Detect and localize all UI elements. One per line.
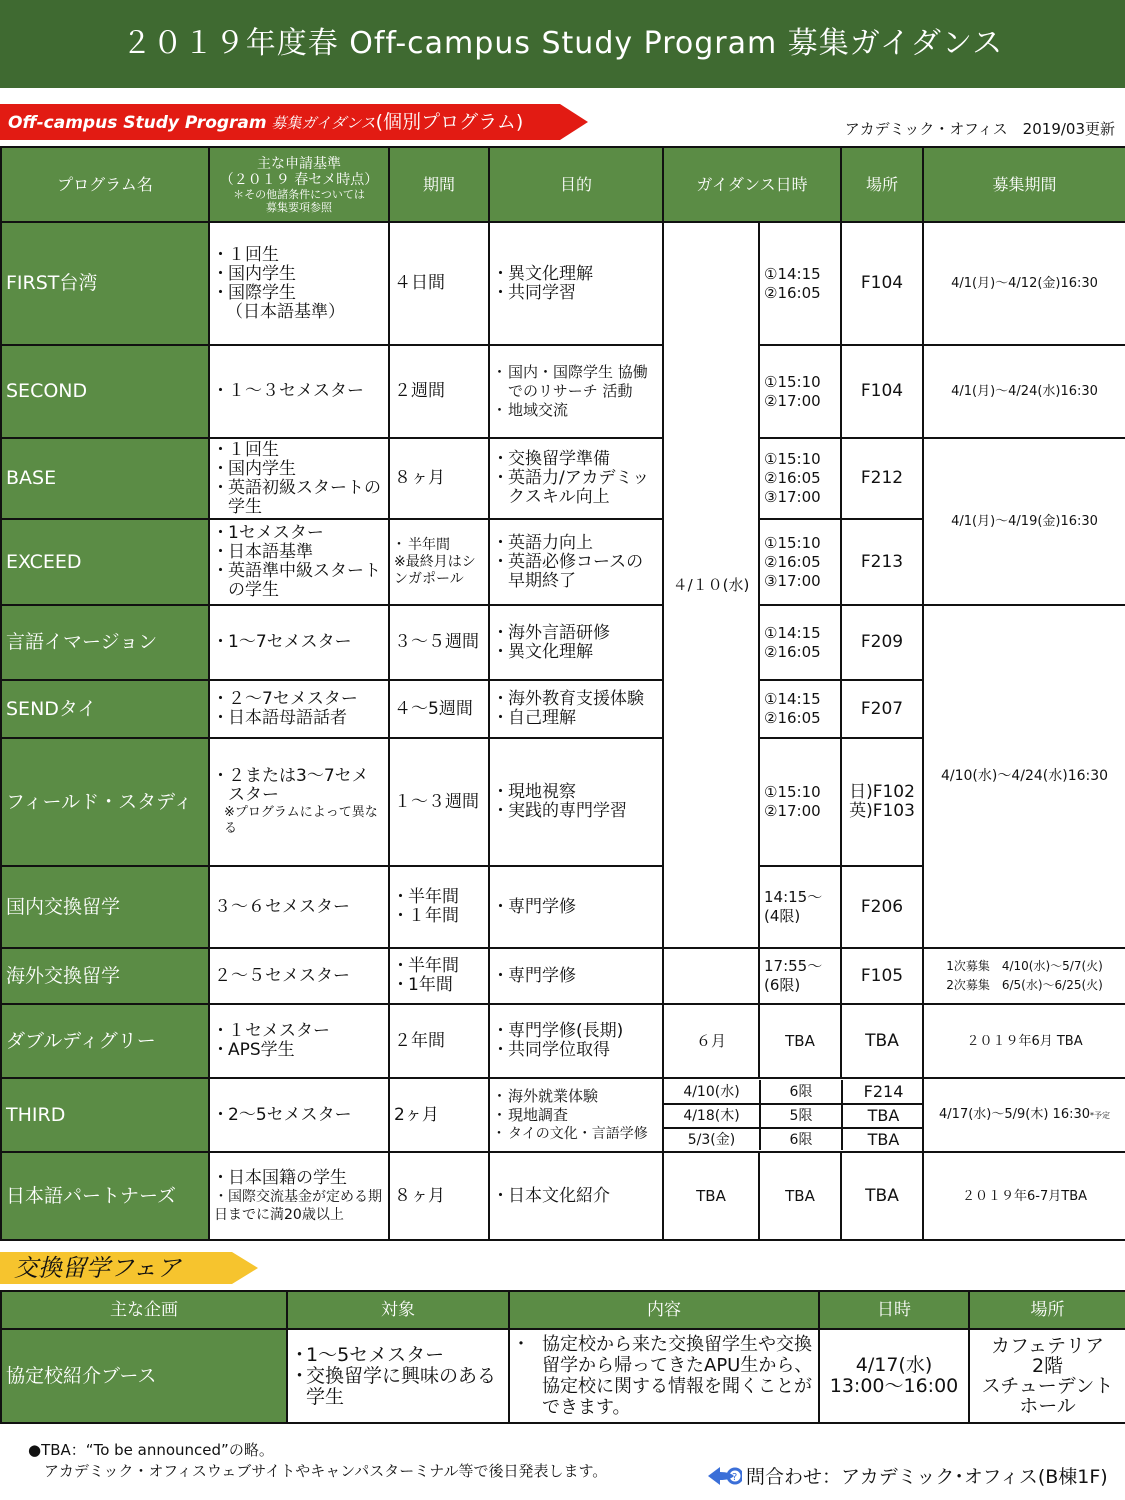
purpose-cell: ・ 交換留学準備 ・ 英語力/アカデミックスキル向上 [489,438,663,519]
guidance-date: ４/１０(水) [663,222,759,948]
table-row [1,438,1125,519]
guidance-time: TBA [759,1004,841,1078]
fair-content: ・ 協定校から来た交換留学生や交換留学から帰ってきたAPU生から、協定校に関する情報を聞くことができます。 [509,1329,819,1423]
criteria-cell: ・ ２～7セメスター ・ 日本語母語話者 [209,680,389,738]
criteria-cell: ・ 1～7セメスター [209,605,389,680]
table-row [1,605,1125,680]
place-cell: F213 [841,519,923,605]
criteria-cell: ・ ２または3～7セメスター ※プログラムによって異なる [209,738,389,866]
criteria-cell: ２～５セメスター [209,948,389,1004]
place-cell: F105 [841,948,923,1004]
recruit-cell: 4/1(月)～4/24(水)16:30 [923,345,1125,438]
program-name: FIRST台湾 [1,222,209,345]
ribbon-paren: (個別プログラム) [375,111,524,133]
contact-text: 問合わせ：アカデミック･オフィス(B棟1F) [746,1466,1108,1488]
period-cell: ８ヶ月 [389,1152,489,1240]
ribbon-title: Off-campus Study Program [8,113,267,133]
program-name: フィールド・スタディ [1,738,209,866]
purpose-cell: ・ 専門学修 [489,948,663,1004]
fair-table [0,1290,1125,1424]
program-name: 海外交換留学 [1,948,209,1004]
period-cell: ４日間 [389,222,489,345]
place-cell: F206 [841,866,923,948]
fair-datetime: 4/17(水) 13:00～16:00 [819,1329,969,1423]
header-criteria: 主な申請基準 （２０１９ 春セメ時点） ＊その他諸条件については 募集要項参照 [209,147,389,222]
header-period: 期間 [389,147,489,222]
table-row [1,948,1125,1004]
program-name: EXCEED [1,519,209,605]
place-cell: TBA [841,1152,923,1240]
period-cell: ・ 半年間 ※最終月はシンガポール [389,519,489,605]
session-place: F214 [842,1080,923,1104]
criteria-cell: ３～６セメスター [209,866,389,948]
header-recruit: 募集期間 [923,147,1125,222]
place-cell: F209 [841,605,923,680]
session-date: 4/10(水) [664,1080,760,1104]
program-name: 国内交換留学 [1,866,209,948]
recruit-cell: ２０１９年6月 TBA [923,1004,1125,1078]
period-cell: ・ 半年間 ・ 1年間 [389,948,489,1004]
header-purpose: 目的 [489,147,663,222]
period-cell: ８ヶ月 [389,438,489,519]
purpose-cell: ・ 専門学修 [489,866,663,948]
guidance-time: TBA [759,1152,841,1240]
session-time: 5限 [760,1104,842,1128]
recruit-cell: 4/1(月)～4/19(金)16:30 [923,438,1125,605]
table-row [1,222,1125,345]
purpose-cell: ・ 現地視察 ・ 実践的専門学習 [489,738,663,866]
table-row [1,1329,1125,1423]
program-name: 言語イマージョン [1,605,209,680]
program-table [0,146,1125,1241]
place-cell: F207 [841,680,923,738]
program-name: THIRD [1,1078,209,1152]
criteria-cell: ・ 日本国籍の学生 ・国際交流基金が定める期日までに満20歳以上 [209,1152,389,1240]
contact-icon [706,1463,742,1489]
svg-text:?: ? [732,1471,738,1483]
fair-header-place: 場所 [969,1291,1125,1329]
criteria-cell: ・ １回生 ・ 国内学生 ・ 国際学生 （日本語基準） [209,222,389,345]
guidance-time: 17:55～ (6限) [759,948,841,1004]
period-cell: ・ 半年間 ・ １年間 [389,866,489,948]
guidance-time: ①15:10 ②16:05 ③17:00 [759,519,841,605]
fair-place: カフェテリア 2階 スチューデント ホール [969,1329,1125,1423]
recruit-cell: 4/10(水)～4/24(水)16:30 [923,605,1125,948]
purpose-cell: ・ 海外就業体験 ・ 現地調査 ・ タイの文化・言語学修 [489,1078,663,1152]
table-row [1,1004,1125,1078]
guidance-time: 14:15～ (4限) [759,866,841,948]
recruit-cell: 4/17(水)～5/9(木) 16:30*予定 [923,1078,1125,1152]
fair-title: 交換留学フェア [14,1254,181,1282]
guidance-date: TBA [663,1152,759,1240]
update-note: アカデミック・オフィス 2019/03更新 [844,120,1115,138]
header-guidance: ガイダンス日時 [663,147,841,222]
guidance-date: ６月 [663,1004,759,1078]
recruit-cell: 4/1(月)～4/12(金)16:30 [923,222,1125,345]
program-name: ダブルディグリー [1,1004,209,1078]
session-place: TBA [867,1129,900,1149]
purpose-cell: ・ 英語力向上 ・ 英語必修コースの早期終了 [489,519,663,605]
criteria-cell: ・ １～３セメスター [209,345,389,438]
table-row [1,345,1125,438]
program-name: BASE [1,438,209,519]
criteria-cell: ・ 1セメスター ・ 日本語基準 ・ 英語準中級スタートの学生 [209,519,389,605]
session-place: TBA [842,1104,923,1128]
fair-header-target: 対象 [287,1291,509,1329]
program-ribbon [0,104,588,140]
criteria-cell: ・ １セメスター ・ APS学生 [209,1004,389,1078]
fair-header-content: 内容 [509,1291,819,1329]
fair-ribbon [0,1252,258,1284]
fair-target: ・ 1～5セメスター ・ 交換留学に興味のある学生 [287,1329,509,1423]
session-time: 6限 [760,1128,842,1150]
page-banner: ２０１９年度春 Off-campus Study Program 募集ガイダンス [0,0,1125,88]
guidance-time: ①14:15 ②16:05 [759,680,841,738]
place-cell: F104 [841,345,923,438]
recruit-cell: ２０１９年6-7月TBA [923,1152,1125,1240]
place-cell: 日)F102 英)F103 [841,738,923,866]
table-row [1,1078,1125,1152]
header-program: プログラム名 [1,147,209,222]
ribbon-subtitle: 募集ガイダンス [266,114,376,132]
criteria-cell: ・ １回生 ・ 国内学生 ・ 英語初級スタートの学生 [209,438,389,519]
period-cell: ２年間 [389,1004,489,1078]
purpose-cell: ・ 国内・国際学生 協働でのリサーチ 活動 ・ 地域交流 [489,345,663,438]
purpose-cell: ・ 海外教育支援体験 ・ 自己理解 [489,680,663,738]
session-time: 6限 [760,1080,842,1104]
table-row [1,1152,1125,1240]
guidance-time: ①14:15 ②16:05 [759,222,841,345]
criteria-cell: ・ 2～5セメスター [209,1078,389,1152]
program-name: 日本語パートナーズ [1,1152,209,1240]
guidance-time: ①14:15 ②16:05 [759,605,841,680]
period-cell: ４～5週間 [389,680,489,738]
guidance-time: ①15:10 ②17:00 [759,738,841,866]
purpose-cell: ・ 海外言語研修 ・ 異文化理解 [489,605,663,680]
guidance-time: ①15:10 ②16:05 ③17:00 [759,438,841,519]
purpose-cell: ・ 専門学修(長期) ・ 共同学位取得 [489,1004,663,1078]
fair-header-datetime: 日時 [819,1291,969,1329]
header-place: 場所 [841,147,923,222]
fair-header-event: 主な企画 [1,1291,287,1329]
purpose-cell: ・ 日本文化紹介 [489,1152,663,1240]
place-cell: F212 [841,438,923,519]
period-cell: １～３週間 [389,738,489,866]
contact-info [706,1462,1108,1489]
place-cell: F104 [841,222,923,345]
tba-footnote: ●TBA：“To be announced”の略。 アカデミック・オフィスウェブサイトやキャンパスターミナル等で後日発表します。 [28,1441,608,1480]
period-cell: 2ヶ月 [389,1078,489,1152]
session-date: 4/18(木) [664,1104,760,1128]
guidance-time: ①15:10 ②17:00 [759,345,841,438]
period-cell: ３～５週間 [389,605,489,680]
program-name: SENDタイ [1,680,209,738]
session-date: 5/3(金) [664,1128,760,1150]
third-sessions [663,1078,923,1152]
recruit-cell: 1次募集 4/10(水)～5/7(火) 2次募集 6/5(水)～6/25(火) [923,948,1125,1004]
fair-event: 協定校紹介ブース [1,1329,287,1423]
place-cell: TBA [841,1004,923,1078]
period-cell: ２週間 [389,345,489,438]
purpose-cell: ・ 異文化理解 ・ 共同学習 [489,222,663,345]
program-name: SECOND [1,345,209,438]
